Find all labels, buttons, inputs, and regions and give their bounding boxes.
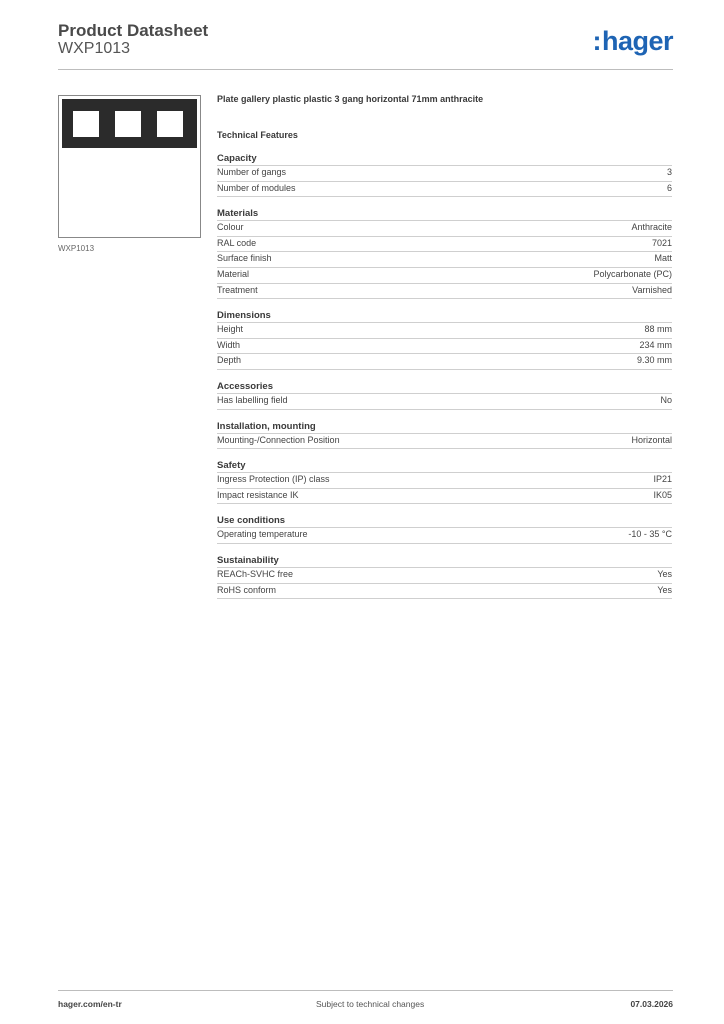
spec-label: Has labelling field bbox=[217, 394, 288, 405]
spec-row bbox=[217, 283, 672, 300]
product-description: Plate gallery plastic plastic 3 gang horizontal 71mm anthracite bbox=[217, 94, 484, 104]
spec-row bbox=[217, 488, 672, 505]
spec-row bbox=[217, 251, 672, 267]
spec-label: Width bbox=[217, 339, 241, 350]
spec-section bbox=[217, 515, 672, 544]
spec-value: IK05 bbox=[653, 489, 672, 500]
section-title: Accessories bbox=[217, 380, 273, 392]
spec-label: Depth bbox=[217, 355, 242, 366]
section-title: Sustainability bbox=[217, 554, 279, 566]
plate-opening bbox=[73, 111, 99, 137]
product-image bbox=[58, 95, 201, 238]
section-title: Capacity bbox=[217, 153, 257, 164]
spec-section bbox=[217, 381, 672, 410]
spec-label: RoHS conform bbox=[217, 584, 277, 595]
plate-illustration bbox=[62, 99, 197, 148]
spec-label: Surface finish bbox=[217, 253, 272, 264]
spec-rows bbox=[217, 220, 672, 299]
spec-row bbox=[217, 583, 672, 600]
spec-value: 9.30 mm bbox=[636, 355, 672, 366]
plate-opening bbox=[157, 111, 183, 137]
spec-label: REACh-SVHC free bbox=[217, 568, 294, 579]
datasheet-content bbox=[217, 94, 672, 599]
spec-row bbox=[217, 472, 672, 488]
spec-row bbox=[217, 322, 672, 338]
footer-notice: Subject to technical changes bbox=[316, 999, 425, 1009]
document-title: Product Datasheet bbox=[58, 21, 209, 40]
spec-label: Material bbox=[217, 268, 250, 279]
spec-rows bbox=[217, 567, 672, 599]
spec-rows bbox=[217, 433, 672, 450]
logo-text: hager bbox=[601, 26, 673, 56]
spec-label: Operating temperature bbox=[217, 529, 308, 540]
footer-website: hager.com/en-tr bbox=[58, 999, 122, 1009]
spec-value: Horizontal bbox=[631, 434, 672, 445]
spec-section bbox=[217, 460, 672, 504]
section-title: Safety bbox=[217, 460, 246, 472]
spec-label: Number of gangs bbox=[217, 167, 287, 177]
spec-row bbox=[217, 393, 672, 410]
spec-rows bbox=[217, 472, 672, 504]
spec-rows bbox=[217, 322, 672, 370]
spec-section bbox=[217, 310, 672, 370]
spec-rows bbox=[217, 527, 672, 544]
product-code: WXP1013 bbox=[58, 40, 131, 57]
section-title: Materials bbox=[217, 208, 259, 220]
spec-value: 88 mm bbox=[644, 324, 672, 335]
spec-row bbox=[217, 338, 672, 354]
page-header bbox=[58, 20, 673, 70]
spec-row bbox=[217, 567, 672, 583]
spec-label: Ingress Protection (IP) class bbox=[217, 474, 330, 485]
section-title: Use conditions bbox=[217, 515, 286, 527]
spec-value: 7021 bbox=[651, 237, 672, 248]
spec-section bbox=[217, 555, 672, 599]
spec-value: Yes bbox=[657, 568, 672, 579]
spec-value: No bbox=[660, 394, 672, 405]
spec-row bbox=[217, 433, 672, 450]
spec-value: 3 bbox=[666, 167, 672, 177]
spec-value: Yes bbox=[657, 584, 672, 595]
spec-label: Impact resistance IK bbox=[217, 489, 299, 500]
hager-logo: :hager bbox=[592, 26, 673, 56]
spec-row bbox=[217, 220, 672, 236]
spec-label: Number of modules bbox=[217, 182, 296, 193]
image-caption: WXP1013 bbox=[58, 244, 95, 253]
spec-row bbox=[217, 527, 672, 544]
spec-row bbox=[217, 267, 672, 283]
section-title: Dimensions bbox=[217, 310, 271, 322]
spec-label: Mounting-/Connection Position bbox=[217, 434, 340, 445]
spec-label: Colour bbox=[217, 222, 244, 233]
spec-section bbox=[217, 153, 672, 197]
spec-section bbox=[217, 208, 672, 299]
spec-label: Treatment bbox=[217, 284, 258, 295]
spec-section bbox=[217, 421, 672, 450]
spec-value: -10 - 35 °C bbox=[628, 529, 672, 540]
spec-value: Polycarbonate (PC) bbox=[593, 268, 672, 279]
page-footer bbox=[58, 990, 673, 1013]
spec-value: Varnished bbox=[632, 284, 672, 295]
spec-value: 234 mm bbox=[639, 339, 672, 350]
technical-features-heading: Technical Features bbox=[217, 130, 298, 140]
spec-value: Matt bbox=[654, 253, 672, 264]
spec-sections bbox=[217, 153, 672, 599]
spec-value: IP21 bbox=[653, 474, 672, 485]
spec-value: Anthracite bbox=[631, 222, 672, 233]
spec-row bbox=[217, 236, 672, 252]
spec-label: RAL code bbox=[217, 237, 257, 248]
spec-rows bbox=[217, 165, 672, 197]
spec-row bbox=[217, 181, 672, 198]
spec-label: Height bbox=[217, 324, 244, 335]
spec-row bbox=[217, 165, 672, 181]
section-title: Installation, mounting bbox=[217, 420, 316, 432]
footer-date: 07.03.2026 bbox=[630, 999, 673, 1009]
plate-opening bbox=[115, 111, 141, 137]
spec-value: 6 bbox=[666, 182, 672, 193]
spec-row bbox=[217, 353, 672, 370]
spec-rows bbox=[217, 393, 672, 410]
